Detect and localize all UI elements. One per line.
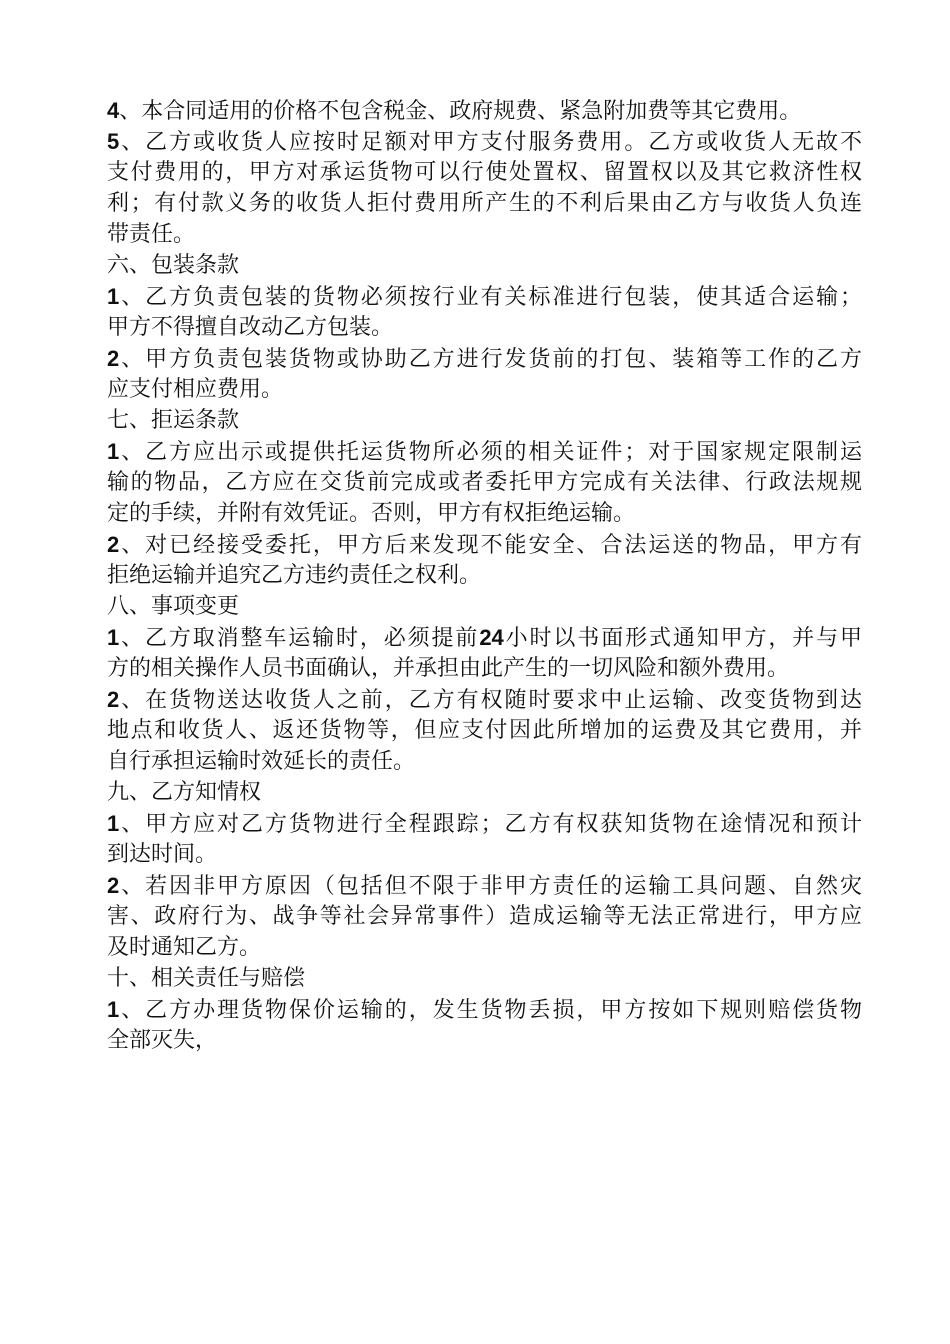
- clause-number: 2: [107, 687, 120, 712]
- text-line: [107, 591, 862, 622]
- text-line: [107, 684, 862, 715]
- line-text: 、在货物送达收货人之前，乙方有权随时要求中止运输、改变货物到达: [119, 688, 862, 713]
- text-line: [107, 653, 862, 684]
- line-text: 利；有付款义务的收货人拒付费用所产生的不利后果由乙方与收货人负连: [107, 191, 862, 216]
- text-line: [107, 777, 862, 808]
- line-text: 、甲方负责包装货物或协助乙方进行发货前的打包、装箱等工作的乙方: [119, 347, 862, 372]
- line-text: 、乙方负责包装的货物必须按行业有关标准进行包装，使其适合运输；: [119, 285, 862, 310]
- line-text: 定的手续，并附有效凭证。否则，甲方有权拒绝运输。: [107, 501, 636, 526]
- text-line: [107, 1025, 862, 1056]
- clause-number: 4: [107, 98, 120, 123]
- clause-number: 1: [107, 284, 120, 309]
- line-text: 九、乙方知情权: [107, 780, 262, 805]
- text-line: [107, 994, 862, 1025]
- line-text: 、甲方应对乙方货物进行全程跟踪；乙方有权获知货物在途情况和预计: [119, 812, 862, 837]
- text-line: [107, 963, 862, 994]
- text-line: [107, 839, 862, 870]
- text-line: [107, 281, 862, 312]
- text-line: [107, 560, 862, 591]
- clause-number: 1: [107, 439, 120, 464]
- text-line: [107, 467, 862, 498]
- line-text: 带责任。: [107, 222, 196, 247]
- line-text: 自行承担运输时效延长的责任。: [107, 749, 416, 774]
- text-line: [107, 95, 862, 126]
- line-text: 全部灭失，: [107, 1028, 218, 1053]
- text-line: [107, 374, 862, 405]
- text-line: [107, 250, 862, 281]
- text-line: [107, 498, 862, 529]
- text-line: [107, 436, 862, 467]
- inline-number: 24: [479, 625, 504, 650]
- text-line: [107, 746, 862, 777]
- text-line: [107, 157, 862, 188]
- clause-number: 5: [107, 129, 120, 154]
- text-line: [107, 405, 862, 436]
- line-text: 、乙方取消整车运输时，必须提前: [119, 626, 480, 651]
- clause-number: 1: [107, 811, 120, 836]
- clause-number: 2: [107, 346, 120, 371]
- line-text: 、本合同适用的价格不包含税金、政府规费、紧急附加费等其它费用。: [119, 99, 802, 124]
- text-line: [107, 901, 862, 932]
- line-text: 、对已经接受委托，甲方后来发现不能安全、合法运送的物品，甲方有: [119, 533, 862, 558]
- line-text: 甲方不得擅自改动乙方包装。: [107, 315, 394, 340]
- line-text: 方的相关操作人员书面确认，并承担由此产生的一切风险和额外费用。: [107, 656, 790, 681]
- text-line: [107, 219, 862, 250]
- text-line: [107, 529, 862, 560]
- line-text: 、乙方办理货物保价运输的，发生货物丢损，甲方按如下规则赔偿货物: [119, 998, 862, 1023]
- line-text: 地点和收货人、返还货物等，但应支付因此所增加的运费及其它费用，并: [107, 718, 862, 743]
- text-line: [107, 715, 862, 746]
- line-text: 、乙方或收货人应按时足额对甲方支付服务费用。乙方或收货人无故不: [119, 130, 862, 155]
- line-text: 八、事项变更: [107, 594, 240, 619]
- line-text: 、若因非甲方原因（包括但不限于非甲方责任的运输工具问题、自然灾: [119, 874, 862, 899]
- line-text: 输的物品，乙方应在交货前完成或者委托甲方完成有关法律、行政法规规: [107, 470, 862, 495]
- line-text: 七、拒运条款: [107, 408, 240, 433]
- text-line: [107, 126, 862, 157]
- line-text: 、乙方应出示或提供托运货物所必须的相关证件；对于国家规定限制运: [119, 440, 862, 465]
- text-line: [107, 622, 862, 653]
- clause-number: 1: [107, 625, 120, 650]
- clause-number: 2: [107, 532, 120, 557]
- clause-number: 1: [107, 997, 120, 1022]
- text-line: [107, 343, 862, 374]
- line-text-continued: 小时以书面形式通知甲方，并与甲: [503, 626, 862, 651]
- text-line: [107, 870, 862, 901]
- clause-number: 2: [107, 873, 120, 898]
- document-body: [107, 95, 862, 1056]
- line-text: 六、包装条款: [107, 253, 240, 278]
- text-line: [107, 808, 862, 839]
- line-text: 应支付相应费用。: [107, 377, 284, 402]
- line-text: 拒绝运输并追究乙方违约责任之权利。: [107, 563, 482, 588]
- line-text: 到达时间。: [107, 842, 218, 867]
- text-line: [107, 188, 862, 219]
- line-text: 十、相关责任与赔偿: [107, 966, 306, 991]
- line-text: 害、政府行为、战争等社会异常事件）造成运输等无法正常进行，甲方应: [107, 904, 862, 929]
- line-text: 支付费用的，甲方对承运货物可以行使处置权、留置权以及其它救济性权: [107, 160, 862, 185]
- text-line: [107, 312, 862, 343]
- text-line: [107, 932, 862, 963]
- line-text: 及时通知乙方。: [107, 935, 262, 960]
